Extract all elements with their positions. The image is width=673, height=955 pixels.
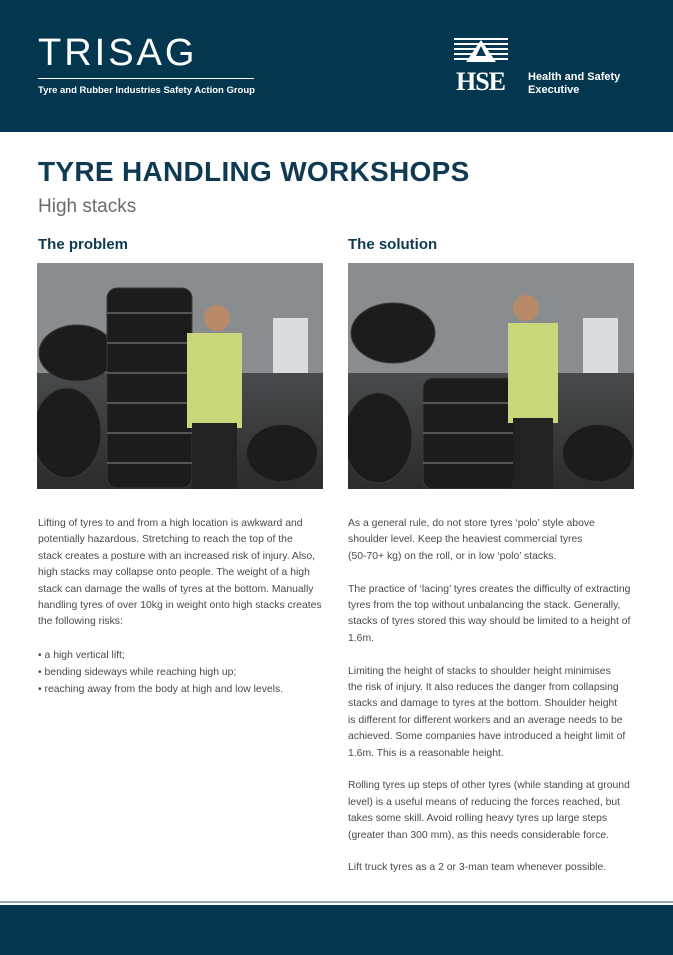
- problem-photo: [37, 263, 323, 489]
- text-line: is different for different workers and an average needs to be: [348, 714, 623, 726]
- text-line: the following risks:: [38, 616, 123, 628]
- divider: [0, 901, 673, 903]
- footer-banner: [0, 905, 673, 955]
- solution-paragraph: [348, 778, 630, 844]
- text-line: shoulder level. Keep the heaviest commercial tyres: [348, 534, 583, 546]
- text-line: stacks of tyres stored this way should be limited to a height of: [348, 616, 631, 628]
- text-line: (greater than 300 mm), as this needs considerable force.: [348, 829, 610, 841]
- text-line: As a general rule, do not store tyres ‘polo’ style above: [348, 518, 595, 529]
- hse-name: [528, 71, 620, 97]
- list-item-text: bending sideways while reaching high up;: [44, 667, 237, 679]
- text-line: stack creates a posture with an increased risk of injury. Also,: [38, 550, 316, 562]
- text-line: handling tyres of over 10kg in weight onto high stacks creates: [38, 600, 322, 612]
- bullet-icon: •: [38, 684, 45, 696]
- solution-text: [348, 516, 630, 893]
- text-line: Lift truck tyres as a 2 or 3-man team whenever possible.: [348, 862, 607, 874]
- text-line: high stacks may collapse onto people. The weight of a high: [38, 567, 310, 579]
- risk-list: [38, 647, 322, 698]
- text-line: stacks and damage to tyres at the bottom. Shoulder height: [348, 698, 618, 710]
- text-line: Limiting the height of stacks to shoulder height minimises: [348, 665, 611, 677]
- bullet-icon: •: [38, 650, 45, 662]
- tyre-stack-high-image: [37, 263, 323, 489]
- page-subtitle: High stacks: [38, 196, 137, 217]
- solution-paragraph: [348, 664, 630, 762]
- list-item: [38, 647, 322, 664]
- solution-heading: The solution: [348, 236, 438, 253]
- text-line: Lifting of tyres to and from a high location is awkward and: [38, 518, 303, 529]
- text-line: tyres from the top without unbalancing the stack. Generally,: [348, 600, 621, 612]
- list-item: [38, 681, 322, 698]
- text-line: 1.6m.: [348, 632, 374, 644]
- solution-paragraph: [348, 516, 630, 565]
- solution-photo: [348, 263, 634, 489]
- text-line: stack can damage the walls of tyres at the bottom. Manually: [38, 583, 314, 595]
- problem-text: [38, 516, 322, 698]
- text-line: 1.6m. This is a reasonable height.: [348, 747, 504, 759]
- list-item-text: reaching away from the body at high and low levels.: [44, 684, 284, 696]
- text-line: potentially hazardous. Stretching to reach the top of the: [38, 534, 293, 546]
- trisag-subtitle: Tyre and Rubber Industries Safety Action Group: [38, 85, 255, 96]
- tyre-stack-low-image: [348, 263, 634, 489]
- list-item: [38, 664, 322, 681]
- text-line: The practice of ‘lacing’ tyres creates the difficulty of extracting: [348, 583, 631, 595]
- problem-heading: The problem: [38, 236, 129, 253]
- text-line: Rolling tyres up steps of other tyres (while standing at ground: [348, 780, 630, 792]
- solution-paragraph: [348, 860, 630, 876]
- solution-paragraph: [348, 582, 630, 648]
- bullet-icon: •: [38, 667, 45, 679]
- text-line: the risk of injury. It also reduces the danger from collapsing: [348, 682, 619, 694]
- problem-paragraph: [38, 516, 322, 631]
- header-banner: [0, 0, 673, 132]
- hse-name-line: Executive: [528, 84, 580, 96]
- divider: [38, 78, 254, 79]
- text-line: (50-70+ kg) on the roll, or in low ‘polo’ stacks.: [348, 550, 557, 562]
- trisag-logo: TRISAG: [38, 32, 198, 74]
- list-item-text: a high vertical lift;: [44, 650, 125, 662]
- text-line: level) is a useful means of reducing the forces reached, but: [348, 796, 621, 808]
- hse-name-line: Health and Safety: [528, 71, 621, 83]
- text-line: achieved. Some companies have introduced a height limit of: [348, 731, 626, 743]
- page-title: TYRE HANDLING WORKSHOPS: [38, 156, 470, 187]
- text-line: takes some skill. Avoid rolling heavy tyres up large steps: [348, 813, 608, 825]
- hse-abbr: HSE: [456, 67, 506, 96]
